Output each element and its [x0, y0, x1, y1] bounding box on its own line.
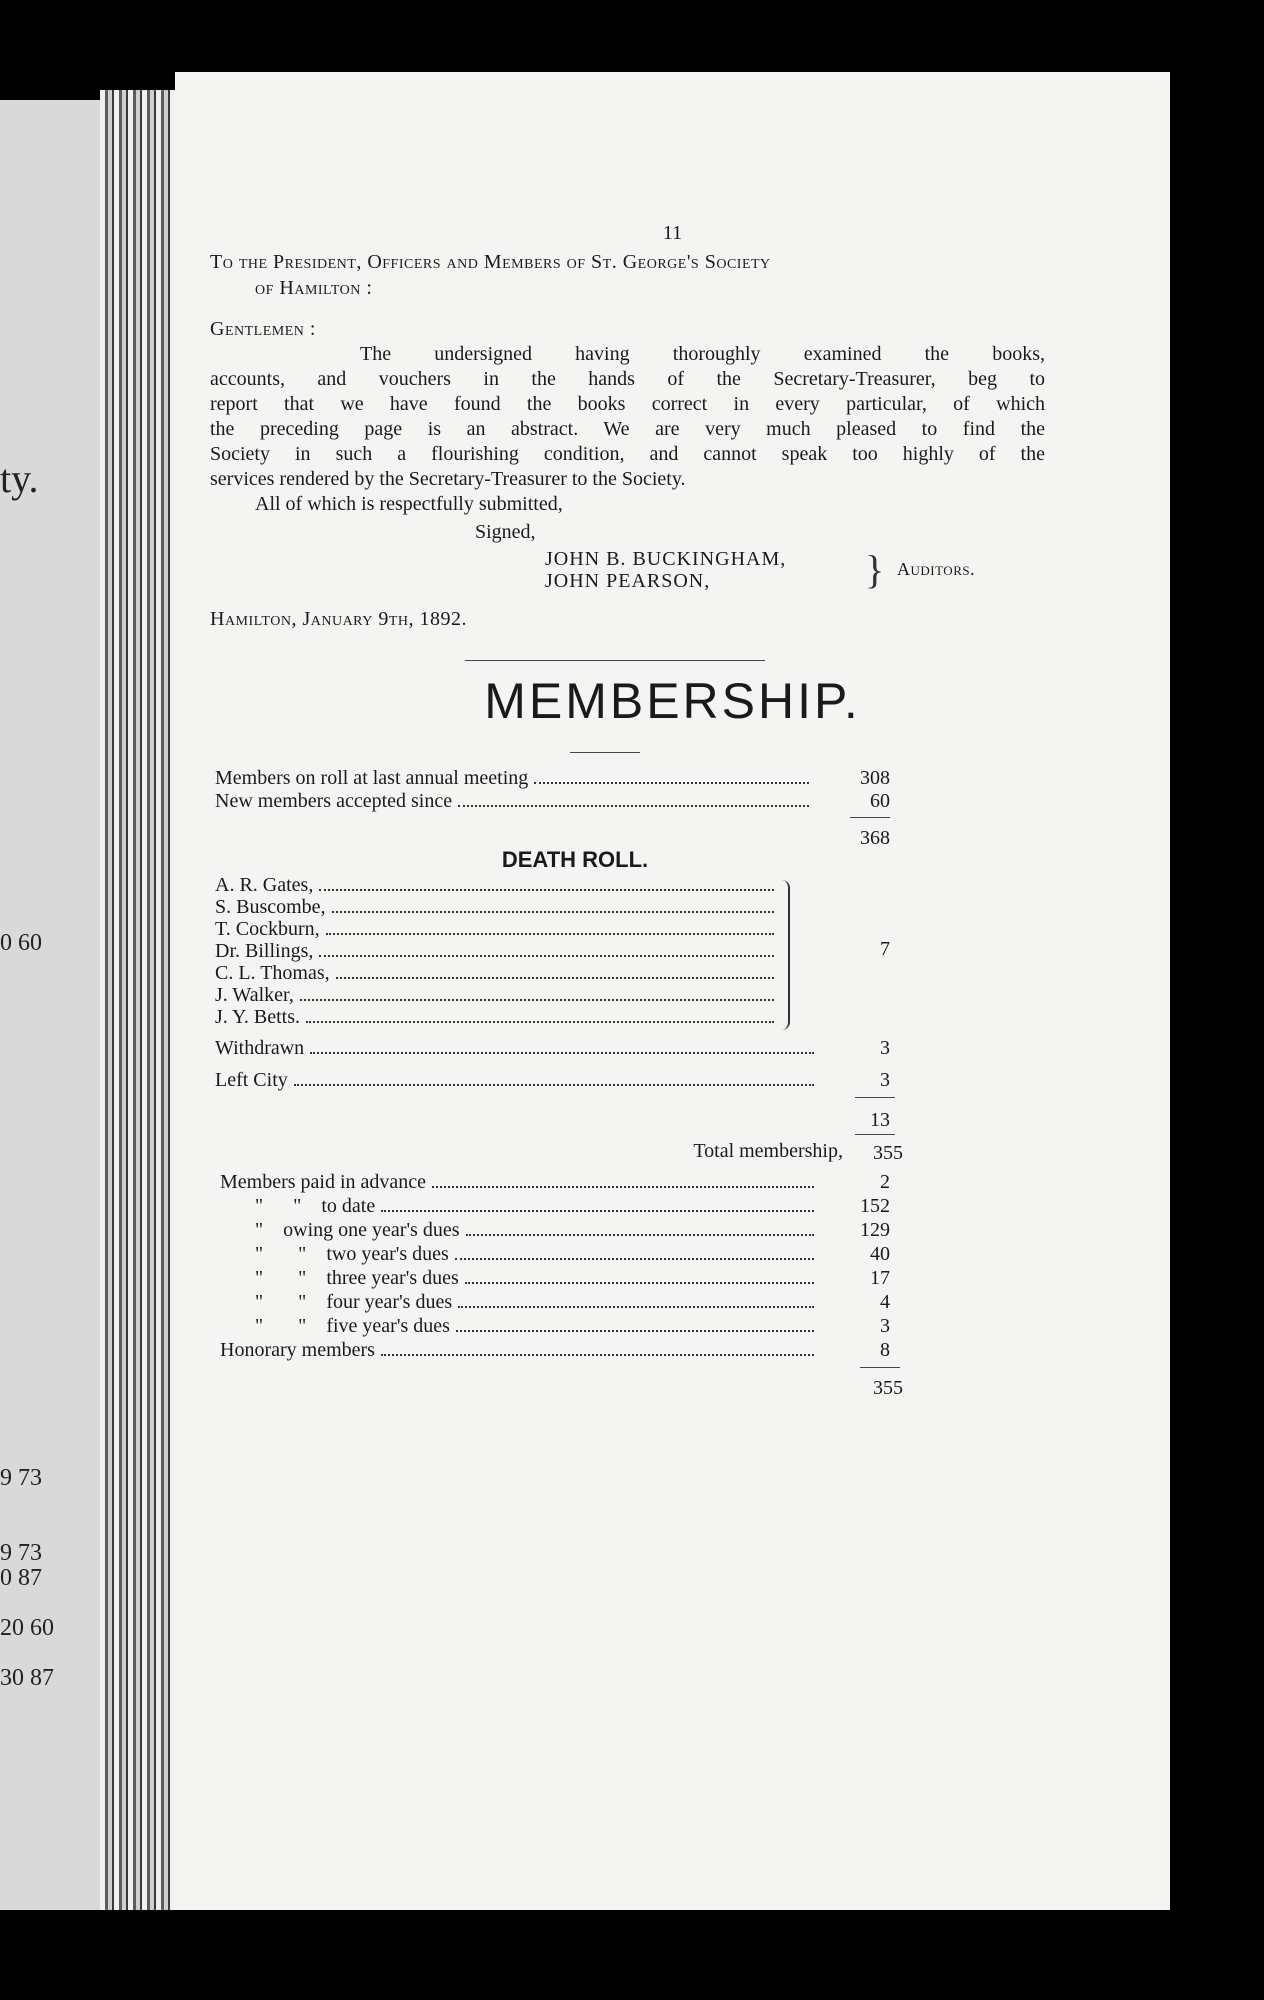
prev-page-fragment: 9 73 [0, 1465, 42, 1491]
breakdown-entry: " " three year's dues [220, 1266, 820, 1290]
total-membership-value: 355 [873, 1142, 903, 1164]
membership-heading: MEMBERSHIP. [484, 673, 861, 729]
breakdown-entry: " " to date [220, 1194, 820, 1218]
body-line: The undersigned having thoroughly examined the books, [360, 343, 1045, 365]
death-roll-list [215, 874, 780, 1028]
roll-line [215, 767, 815, 790]
roll-label: Members on roll at last annual meeting [215, 767, 529, 789]
death-entry: Dr. Billings, [215, 940, 780, 962]
auditors-label: Auditors. [897, 559, 976, 579]
breakdown-total: 355 [873, 1377, 903, 1399]
death-roll-heading: DEATH ROLL. [501, 847, 649, 872]
loss-value: 3 [880, 1069, 890, 1091]
loss-label: Withdrawn [215, 1037, 305, 1059]
loss-line [215, 1069, 820, 1092]
body-line: accounts, and vouchers in the hands of the Secretary-Treasurer, beg to [210, 368, 1045, 390]
address-line-2: of Hamilton : [255, 277, 373, 299]
breakdown-value: 152 [860, 1195, 890, 1217]
breakdown-value: 8 [880, 1339, 890, 1361]
breakdown-entry: " " five year's dues [220, 1314, 820, 1338]
breakdown-value: 2 [880, 1171, 890, 1193]
stacked-page-edges [100, 90, 180, 1910]
death-entry: J. Walker, [215, 984, 780, 1006]
subtotal-rule [850, 817, 890, 818]
body-line: the preceding page is an abstract. We are very much pleased to find the [210, 418, 1045, 440]
loss-line [215, 1037, 820, 1060]
prev-page-fragment: 30 87 [0, 1665, 54, 1691]
losses-total: 13 [870, 1109, 890, 1131]
document-page [175, 72, 1170, 1910]
breakdown-entry: Members paid in advance [220, 1170, 820, 1194]
breakdown-entry: " owing one year's dues [220, 1218, 820, 1242]
death-entry: T. Cockburn, [215, 918, 780, 940]
loss-value: 3 [880, 1037, 890, 1059]
body-line: report that we have found the books correct in every particular, of which [210, 393, 1045, 415]
roll-value: 308 [860, 767, 890, 789]
signed-label: Signed, [475, 521, 536, 543]
prev-page-fragment: 20 60 [0, 1615, 54, 1641]
prev-page-fragment: 0 60 [0, 930, 42, 956]
roll-label: New members accepted since [215, 790, 453, 812]
prev-page-fragment: 9 73 [0, 1540, 42, 1566]
roll-line [215, 790, 815, 813]
breakdown-value: 129 [860, 1219, 890, 1241]
total-rule [860, 1367, 900, 1368]
breakdown-list [220, 1170, 820, 1362]
previous-page-strip [0, 100, 100, 1910]
auditor-name: JOHN B. BUCKINGHAM, [545, 548, 787, 570]
breakdown-entry: Honorary members [220, 1338, 820, 1362]
address-line-1: To the President, Officers and Members of St. George's Society [210, 251, 771, 273]
death-entry: S. Buscombe, [215, 896, 780, 918]
loss-label: Left City [215, 1069, 288, 1091]
death-entry: J. Y. Betts. [215, 1006, 780, 1028]
breakdown-values [765, 1170, 890, 1362]
heading-underline [570, 752, 640, 753]
body-line: services rendered by the Secretary-Treasurer to the Society. [210, 468, 686, 490]
page-number: 11 [662, 222, 683, 244]
section-divider [465, 660, 765, 661]
breakdown-value: 17 [870, 1267, 890, 1289]
subtotal-rule [855, 1134, 895, 1135]
breakdown-value: 3 [880, 1315, 890, 1337]
auditor-name: JOHN PEARSON, [545, 570, 711, 592]
place-date: Hamilton, January 9th, 1892. [210, 608, 468, 630]
subtotal-rule [855, 1097, 895, 1098]
breakdown-value: 40 [870, 1243, 890, 1265]
breakdown-entry: " " four year's dues [220, 1290, 820, 1314]
total-membership-label: Total membership, [693, 1140, 843, 1162]
deaths-total: 7 [880, 938, 890, 960]
prev-page-fragment: 0 87 [0, 1565, 42, 1591]
breakdown-entry: " " two year's dues [220, 1242, 820, 1266]
prev-page-fragment: ty. [0, 456, 39, 501]
roll-total: 368 [860, 827, 890, 849]
report-body [210, 342, 1045, 492]
breakdown-value: 4 [880, 1291, 890, 1313]
death-entry: C. L. Thomas, [215, 962, 780, 984]
salutation: Gentlemen : [210, 318, 316, 340]
body-line: Society in such a flourishing condition, and cannot speak too highly of the [210, 443, 1045, 465]
roll-value: 60 [870, 790, 890, 812]
closing-line: All of which is respectfully submitted, [255, 493, 563, 515]
auditors-brace: } [865, 547, 885, 592]
death-entry: A. R. Gates, [215, 874, 780, 896]
